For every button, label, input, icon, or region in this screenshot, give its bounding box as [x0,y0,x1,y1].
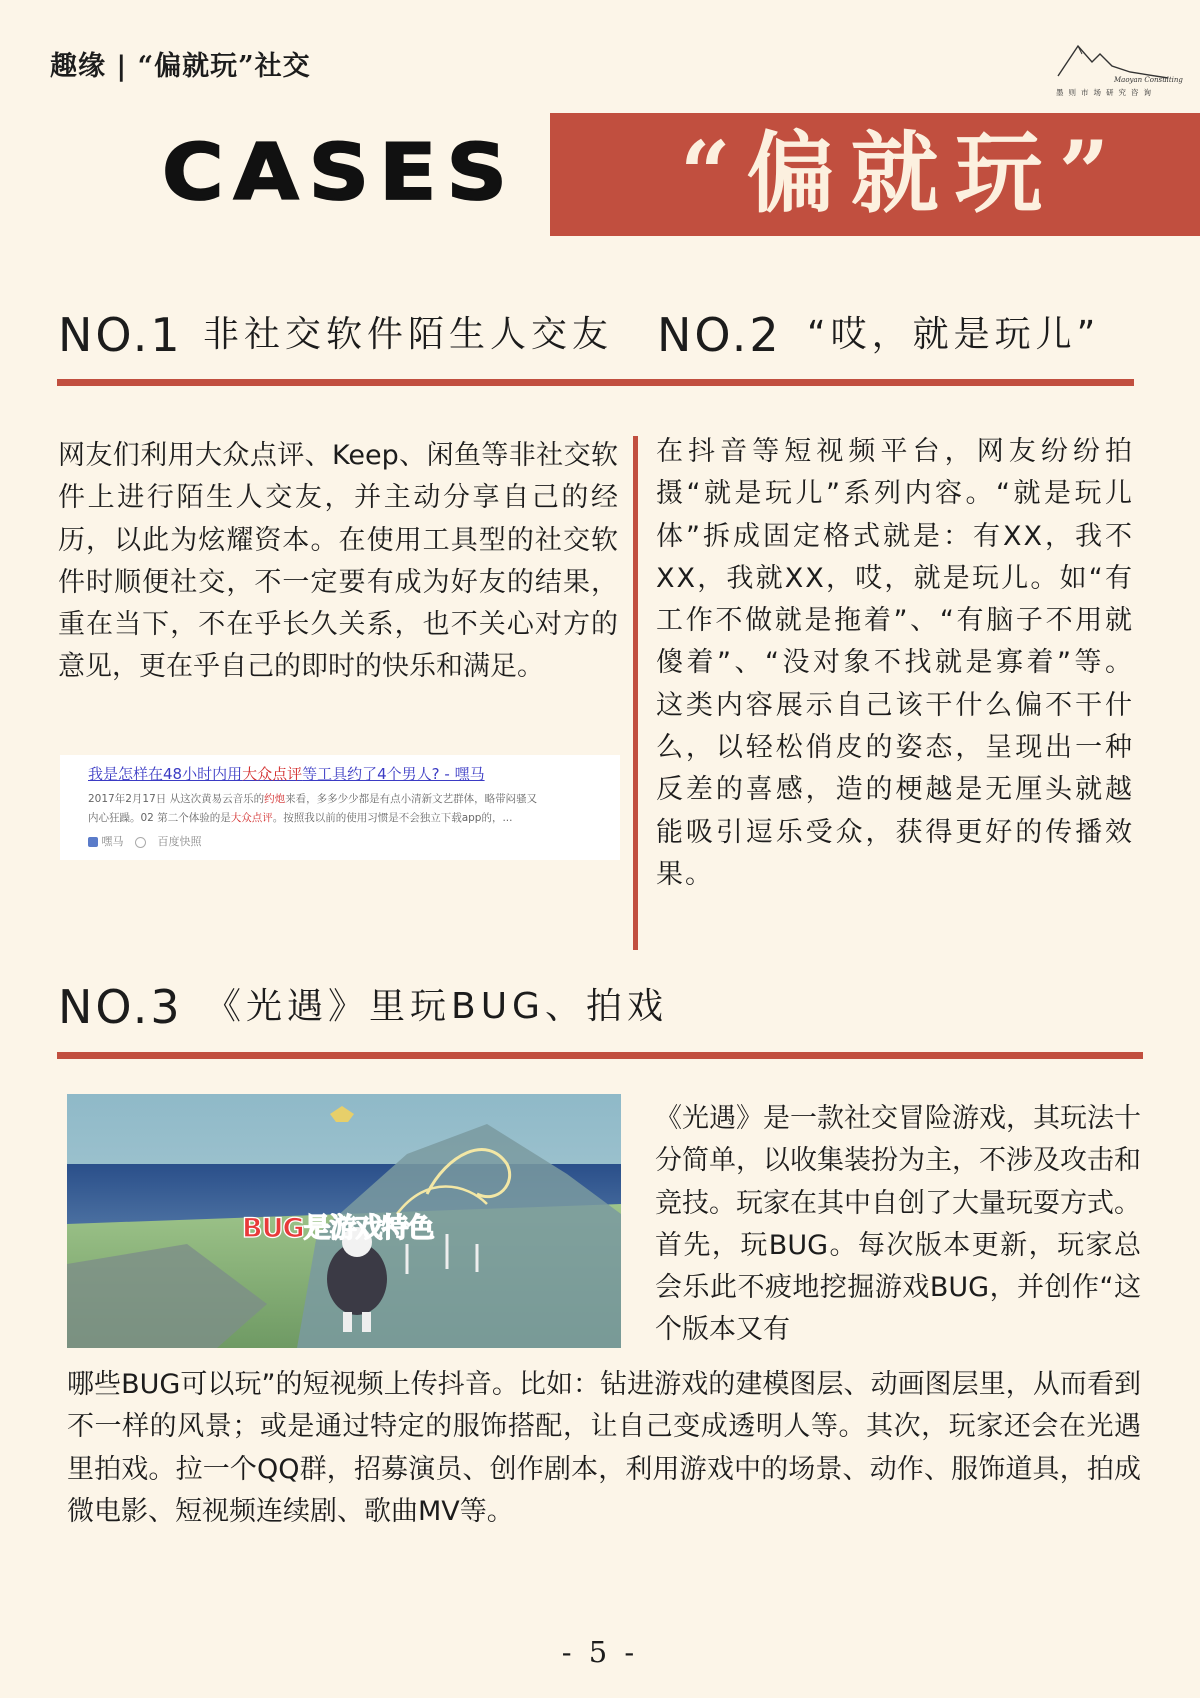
banner-title: “偏就玩” [680,121,1126,225]
cache-icon [135,837,146,848]
section3-title: 《光遇》里玩BUG、拍戏 [205,986,668,1027]
snippet-title[interactable]: 我是怎样在48小时内用大众点评等工具约了4个男人? - 嘿马 [88,765,485,783]
section3-body-side: 《光遇》是一款社交冒险游戏，其玩法十分简单，以收集装扮为主，不涉及攻击和竞技。玩家在其中自创了大量玩耍方式。首先，玩BUG。每次版本更新，玩家总会乐此不疲地挖掘游戏BUG，并创作“这个版本又有 [655,1103,1141,1346]
search-result-snippet [60,755,620,860]
company-logo [1052,32,1183,102]
page-number: - 5 - [561,1635,639,1669]
section2-body: 在抖音等短视频平台，网友纷纷拍摄“就是玩儿”系列内容。“就是玩儿体”拆成固定格式就是：有XX，我不XX，我就XX，哎，就是玩儿。如“有工作不做就是拖着”、“有脑子不用就傻着”、“没对象不找就是寡着”等。这类内容展示自己该干什么偏不干什么，以轻松俏皮的姿态，呈现出一种反差的喜感，造的梗越是无厘头就越能吸引逗乐受众，获得更好的传播效果。 [656,436,1134,890]
snippet-body: 2017年2月17日 从这次黄易云音乐的约炮来看，多多少少都是有点小清新文艺群体，略带闷骚又 内心狂躁。02 第二个体验的是大众点评。按照我以前的使用习惯是不会独立下载app的，... [88,793,538,824]
section3-body-full: 哪些BUG可以玩”的短视频上传抖音。比如：钻进游戏的建模图层、动画图层里，从而看到不一样的风景；或是通过特定的服饰搭配，让自己变成透明人等。其次，玩家还会在光遇里拍戏。拉一个QQ群，招募演员、创作剧本，利用游戏中的场景、动作、服饰道具，拍成微电影、短视频连续剧、歌曲MV等。 [67,1369,1141,1527]
section1-rule [57,379,1134,386]
snippet-source: 嘿马 百度快照 [88,833,202,849]
section1-number: NO.1 [58,308,183,362]
section2-title: “哎，就是玩儿” [807,314,1101,355]
section2-number: NO.2 [657,308,782,362]
mountain-logo-icon [1052,32,1183,102]
logo-script: Maoyan Consulting [1114,76,1183,84]
section3-rule [57,1052,1143,1059]
section1-body: 网友们利用大众点评、Keep、闲鱼等非社交软件上进行陌生人交友，并主动分享自己的经历，以此为炫耀资本。在使用工具型的社交软件时顺便社交，不一定要有成为好友的结果，重在当下，不在乎长久关系，也不关心对方的意见，更在乎自己的即时的快乐和满足。 [58,440,618,683]
header-title: 趣缘 | “偏就玩”社交 [50,51,311,82]
column-divider [633,436,638,950]
section1-title: 非社交软件陌生人交友 [203,314,614,355]
game-caption: BUG是游戏特色 [242,1213,434,1244]
sky-game-screenshot [67,1094,621,1348]
site-favicon-icon [88,837,98,847]
logo-caption: 墨则市场研究咨询 [1056,88,1156,97]
section3-number: NO.3 [58,980,183,1034]
cases-heading: CASES [162,127,518,218]
